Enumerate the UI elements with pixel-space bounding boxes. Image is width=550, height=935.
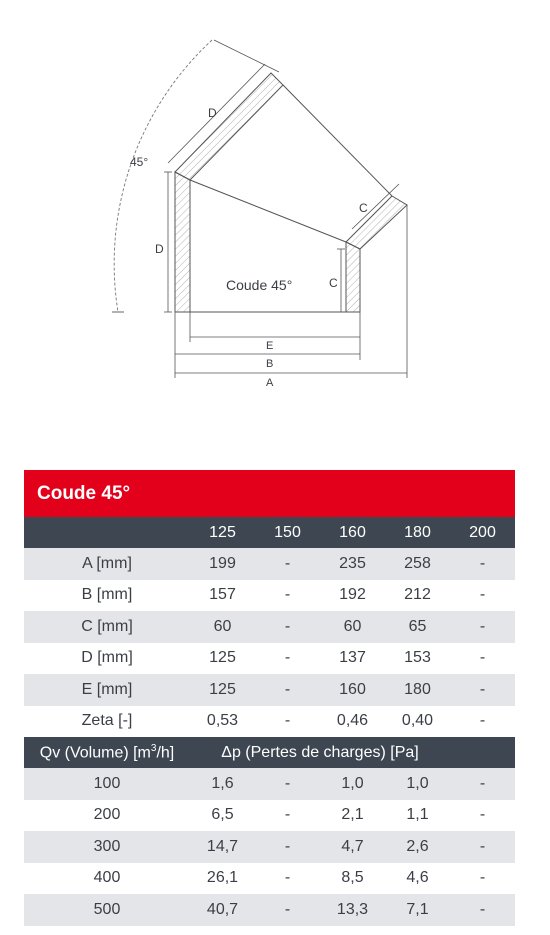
cell: -	[284, 806, 291, 824]
cell: -	[284, 586, 291, 604]
dim-c-top-label: C	[359, 201, 368, 215]
table-title: Coude 45°	[24, 470, 515, 517]
size-160: 160	[339, 523, 366, 541]
cell: 26,1	[206, 869, 239, 887]
table-row	[24, 580, 515, 612]
cell: -	[284, 617, 291, 635]
cell: 14,7	[206, 837, 239, 855]
row-label: 300	[93, 837, 121, 855]
cell: 192	[339, 586, 366, 604]
cell: 7,1	[406, 900, 429, 918]
cell: -	[479, 586, 486, 604]
cell: -	[284, 649, 291, 667]
flow-header-row	[24, 737, 515, 768]
cell: 60	[343, 617, 362, 635]
size-180: 180	[404, 523, 431, 541]
cell: -	[479, 649, 486, 667]
cell: -	[479, 806, 486, 824]
angle-label: 45°	[130, 155, 149, 169]
cell: -	[479, 554, 486, 572]
cell: 2,1	[341, 806, 364, 824]
cell: 8,5	[341, 869, 364, 887]
row-label: 500	[93, 900, 121, 918]
dim-a-label: A	[266, 377, 274, 389]
cell: 60	[213, 617, 232, 635]
row-label: 200	[93, 806, 121, 824]
cell: 235	[339, 554, 366, 572]
cell: -	[479, 900, 486, 918]
cell: 6,5	[211, 806, 234, 824]
cell: 65	[408, 617, 427, 635]
table-row	[24, 768, 515, 800]
cell: -	[284, 680, 291, 698]
row-label: D [mm]	[81, 649, 133, 667]
table-row	[24, 863, 515, 895]
cell: 199	[209, 554, 236, 572]
cell: -	[479, 680, 486, 698]
cell: 1,1	[406, 806, 429, 824]
size-150: 150	[274, 523, 301, 541]
elbow-name-label: Coude 45°	[226, 277, 293, 293]
cell: 0,53	[206, 712, 239, 730]
cell: -	[284, 712, 291, 730]
row-label: B [mm]	[81, 586, 133, 604]
dim-b-label: B	[266, 358, 274, 370]
cell: 212	[404, 586, 431, 604]
cell: 40,7	[206, 900, 239, 918]
cell: -	[479, 837, 486, 855]
top-wall	[175, 73, 283, 180]
right-wall	[346, 242, 360, 312]
specification-table	[24, 470, 515, 926]
size-200: 200	[469, 523, 496, 541]
cell: 1,0	[406, 774, 429, 792]
cell: -	[479, 774, 486, 792]
cell: 137	[339, 649, 366, 667]
cell: -	[284, 837, 291, 855]
cell: 0,40	[401, 712, 434, 730]
cell: 125	[209, 680, 236, 698]
dim-e-label: E	[266, 340, 274, 352]
table-row	[24, 831, 515, 863]
row-label: 400	[93, 869, 121, 887]
right-cap	[346, 196, 407, 249]
table-row	[24, 548, 515, 580]
cell: -	[284, 869, 291, 887]
flow-header-label: Qv (Volume) $[m^3/h]$	[39, 742, 175, 762]
angle-arc	[114, 40, 212, 312]
pressure-header-label: Δp (Pertes de charges) [Pa]	[221, 743, 419, 761]
cell: 13,3	[336, 900, 369, 918]
cell: 258	[404, 554, 431, 572]
dim-d-left-label: D	[155, 242, 164, 256]
table-row	[24, 674, 515, 706]
cell: 1,0	[341, 774, 364, 792]
table-row	[24, 894, 515, 926]
row-label: C [mm]	[81, 617, 133, 635]
cell: 2,6	[406, 837, 429, 855]
cell: -	[479, 712, 486, 730]
cell: 4,6	[406, 869, 429, 887]
row-label: A [mm]	[82, 554, 132, 572]
cell: 0,46	[336, 712, 369, 730]
row-label: 100	[93, 774, 121, 792]
cell: -	[284, 774, 291, 792]
size-header-row	[24, 517, 515, 548]
cell: 153	[404, 649, 431, 667]
cell: -	[479, 869, 486, 887]
cell: 1,6	[211, 774, 234, 792]
cell: -	[479, 617, 486, 635]
dim-c-left-label: C	[329, 276, 338, 290]
cell: 180	[404, 680, 431, 698]
cell: 125	[209, 649, 236, 667]
cell: 4,7	[341, 837, 364, 855]
table-row	[24, 643, 515, 675]
dim-d-top-label: D	[208, 106, 217, 120]
cell: 160	[339, 680, 366, 698]
elbow-technical-drawing	[0, 0, 550, 420]
cell: -	[284, 900, 291, 918]
table-row	[24, 706, 515, 738]
left-wall	[175, 172, 190, 312]
size-125: 125	[209, 523, 236, 541]
cell: 157	[209, 586, 236, 604]
table-row	[24, 611, 515, 643]
table-row	[24, 800, 515, 832]
row-label: E [mm]	[81, 680, 133, 698]
cell: -	[284, 554, 291, 572]
row-label: Zeta [-]	[81, 712, 133, 730]
